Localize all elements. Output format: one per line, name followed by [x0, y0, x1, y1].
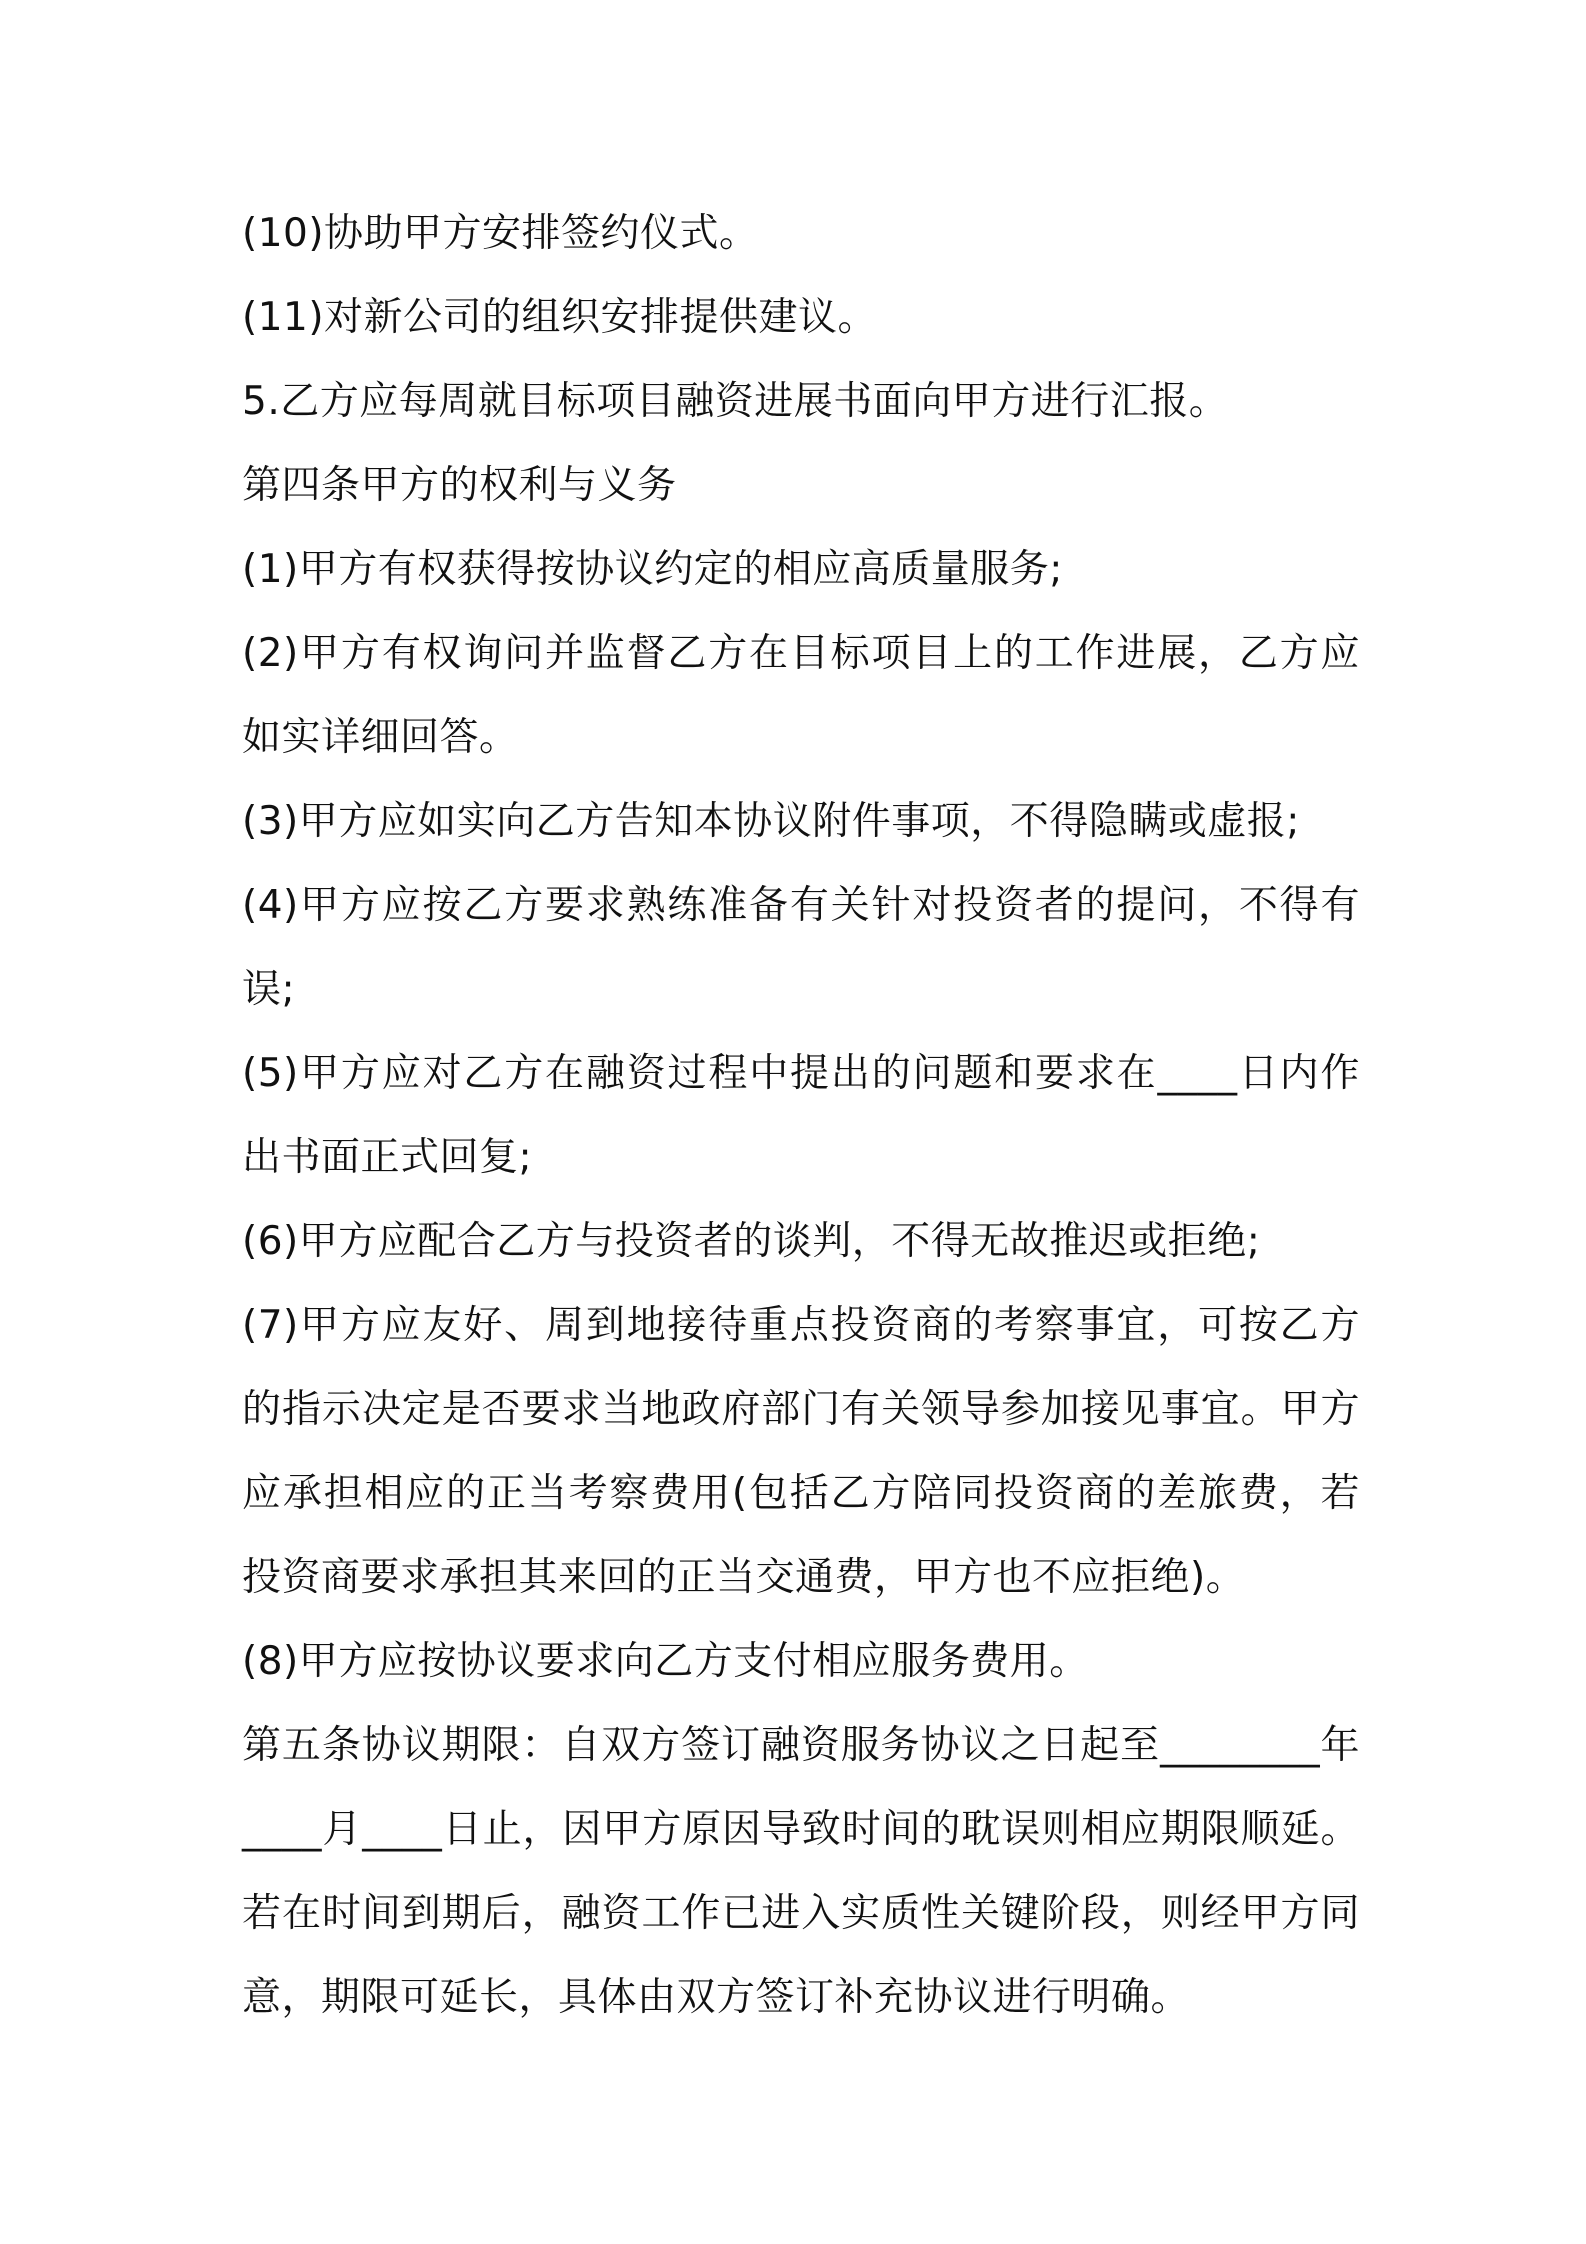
paragraph-obligation-7: (7)甲方应友好、周到地接待重点投资商的考察事宜，可按乙方的指示决定是否要求当地政府部门有关领导参加接见事宜。甲方应承担相应的正当考察费用(包括乙方陪同投资商的差旅费，若投资商要求承担其来回的正当交通费，甲方也不应拒绝)。	[242, 1303, 1360, 1600]
section-heading-article-4: 第四条甲方的权利与义务	[242, 463, 677, 508]
paragraph-obligation-4: (4)甲方应按乙方要求熟练准备有关针对投资者的提问，不得有误;	[242, 883, 1360, 1012]
paragraph-obligation-8: (8)甲方应按协议要求向乙方支付相应服务费用。	[242, 1639, 1089, 1684]
paragraph-right-2: (2)甲方有权询问并监督乙方在目标项目上的工作进展，乙方应如实详细回答。	[242, 631, 1360, 760]
paragraph-obligation-3: (3)甲方应如实向乙方告知本协议附件事项，不得隐瞒或虚报;	[242, 799, 1300, 844]
paragraph-item-10: (10)协助甲方安排签约仪式。	[242, 211, 759, 256]
paragraph-obligation-5: (5)甲方应对乙方在融资过程中提出的问题和要求在____日内作出书面正式回复;	[242, 1051, 1360, 1180]
paragraph-obligation-6: (6)甲方应配合乙方与投资者的谈判，不得无故推迟或拒绝;	[242, 1219, 1261, 1264]
paragraph-clause-5: 5.乙方应每周就目标项目融资进展书面向甲方进行汇报。	[242, 379, 1229, 424]
paragraph-article-5-term: 第五条协议期限：自双方签订融资服务协议之日起至________年____月____日止，因甲方原因导致时间的耽误则相应期限顺延。若在时间到期后，融资工作已进入实质性关键阶段，则经甲方同意，期限可延长，具体由双方签订补充协议进行明确。	[242, 1723, 1360, 2020]
paragraph-right-1: (1)甲方有权获得按协议约定的相应高质量服务;	[242, 547, 1063, 592]
paragraph-item-11: (11)对新公司的组织安排提供建议。	[242, 295, 878, 340]
document-body	[242, 192, 1360, 2040]
